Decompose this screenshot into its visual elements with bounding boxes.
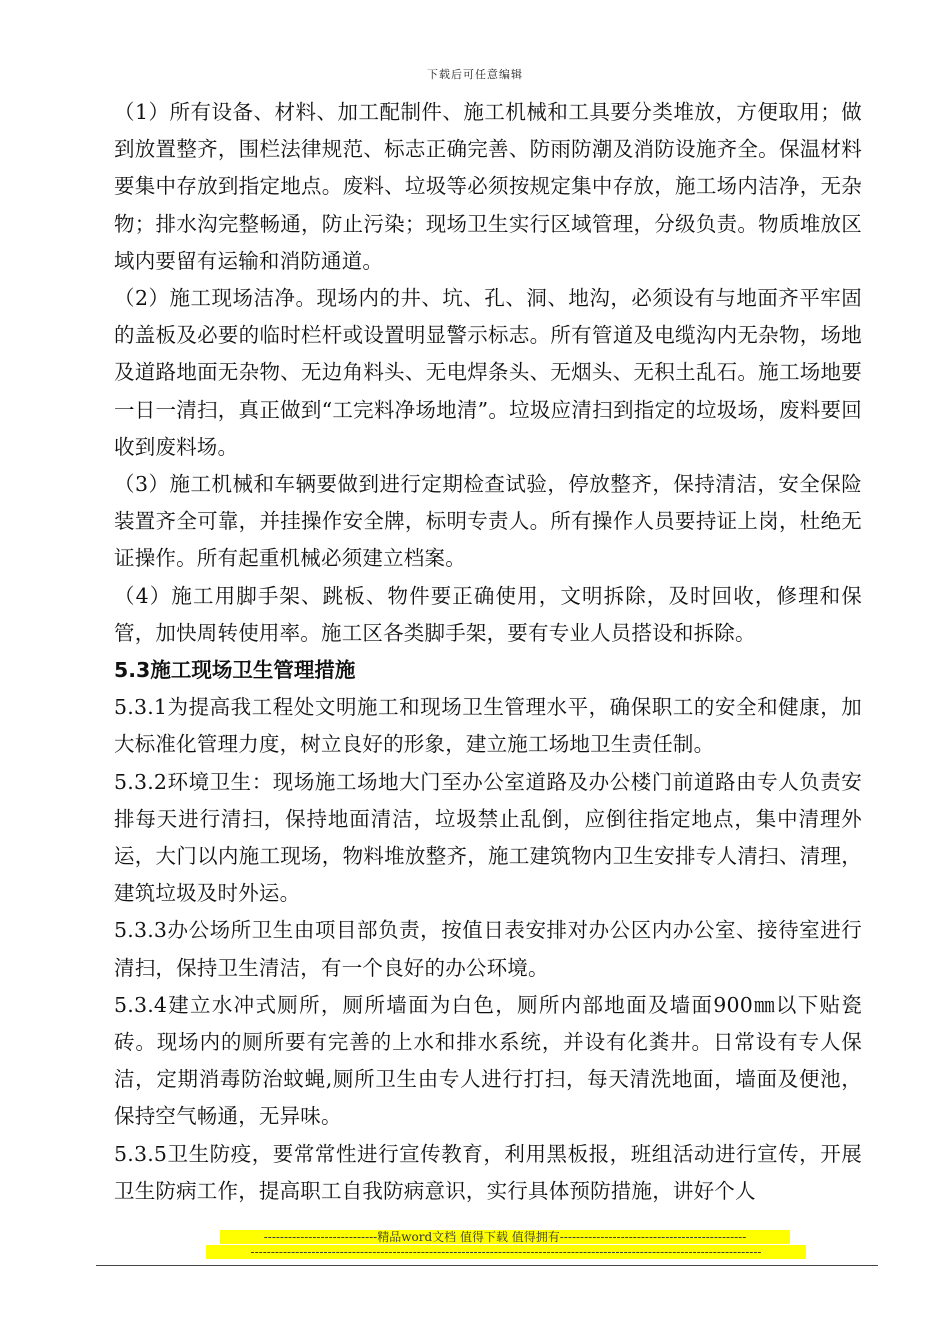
section-item-5-3-3: 5.3.3办公场所卫生由项目部负责，按值日表安排对办公区内办公室、接待室进行清扫，保持卫生清洁，有一个良好的办公环境。 [114, 918, 862, 980]
footer-banner: ----------------------------精品word文档 值得下载 值得拥有---------------------------------------------- [220, 1230, 790, 1244]
section-item-5-3-2: 5.3.2环境卫生：现场施工场地大门至办公室道路及办公楼门前道路由专人负责安排每天进行清扫，保持地面清洁，垃圾禁止乱倒，应倒往指定地点，集中清理外运，大门以内施工现场，物料堆放整齐，施工建筑物内卫生安排专人清扫、清理，建筑垃圾及时外运。 [114, 769, 862, 906]
paragraph-4: （4）施工用脚手架、跳板、物件要正确使用，文明拆除，及时回收，修理和保管，加快周转使用率。施工区各类脚手架，要有专业人员搭设和拆除。 [114, 583, 862, 645]
paragraph-2: （2）施工现场洁净。现场内的井、坑、孔、洞、地沟，必须设有与地面齐平牢固的盖板及必要的临时栏杆或设置明显警示标志。所有管道及电缆沟内无杂物，场地及道路地面无杂物、无边角料头、无电焊条头、无烟头、无积土乱石。施工场地要一日一清扫，真正做到“工完料净场地清”。垃圾应清扫到指定的垃圾场，废料要回收到废料场。 [114, 286, 862, 459]
paragraph-3: （3）施工机械和车辆要做到进行定期检查试验，停放整齐，保持清洁，安全保险装置齐全可靠，并挂操作安全牌，标明专责人。所有操作人员要持证上岗，杜绝无证操作。所有起重机械必须建立档案。 [114, 472, 862, 571]
section-heading: 5.3施工现场卫生管理措施 [114, 658, 356, 683]
section-item-5-3-5: 5.3.5卫生防疫，要常常性进行宣传教育，利用黑板报，班组活动进行宣传，开展卫生防病工作，提高职工自我防病意识，实行具体预防措施，讲好个人 [114, 1141, 862, 1203]
document-body [114, 94, 862, 1210]
section-item-5-3-1: 5.3.1为提高我工程处文明施工和现场卫生管理水平，确保职工的安全和健康，加大标准化管理力度，树立良好的形象，建立施工场地卫生责任制。 [114, 695, 862, 757]
footer-dash-line: ------------------------------------------------------------------------------------------------------------------------------ [206, 1245, 806, 1259]
footer-rule [96, 1265, 878, 1266]
paragraph-1: （1）所有设备、材料、加工配制件、施工机械和工具要分类堆放，方便取用；做到放置整齐，围栏法律规范、标志正确完善、防雨防潮及消防设施齐全。保温材料要集中存放到指定地点。废料、垃圾等必须按规定集中存放，施工场内洁净，无杂物；排水沟完整畅通，防止污染；现场卫生实行区域管理，分级负责。物质堆放区域内要留有运输和消防通道。 [114, 100, 862, 273]
header-note: 下载后可任意编辑 [427, 68, 523, 81]
section-item-5-3-4: 5.3.4建立水冲式厕所，厕所墙面为白色，厕所内部地面及墙面900㎜以下贴瓷砖。现场内的厕所要有完善的上水和排水系统，并设有化粪井。日常设有专人保洁，定期消毒防治蚊蝇,厕所卫生由专人进行打扫，每天清洗地面，墙面及便池，保持空气畅通，无异味。 [114, 992, 862, 1129]
